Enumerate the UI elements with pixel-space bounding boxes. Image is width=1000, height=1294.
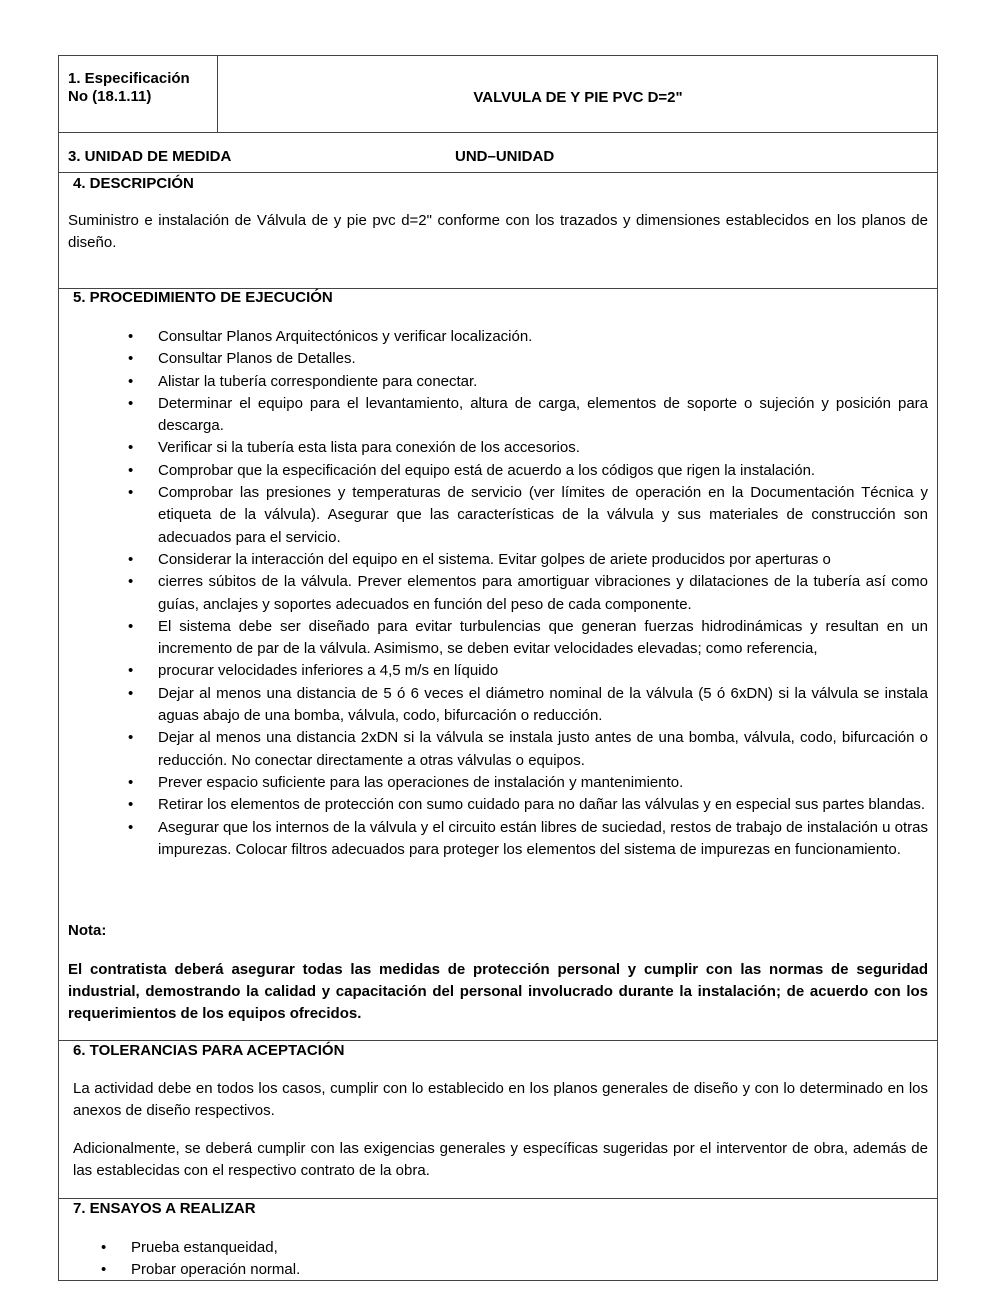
list-item: • Considerar la interacción del equipo en el sistema. Evitar golpes de ariete producidos por aperturas o (128, 550, 831, 568)
list-item: • Comprobar que la especificación del equipo está de acuerdo a los códigos que rigen la instalación. (128, 461, 816, 479)
spec-title: VALVULA DE Y PIE PVC D=2" (473, 89, 683, 106)
spec-number-label-line2: No (18.1.11) (68, 88, 152, 105)
list-item: • Determinar el equipo para el levantamiento, altura de carga, elementos de soporte o sujeción y posición para descarga. (128, 394, 928, 435)
spec-number-label-line1: 1. Especificación (68, 70, 190, 87)
procedure-heading: 5. PROCEDIMIENTO DE EJECUCIÓN (73, 289, 333, 306)
description-heading: 4. DESCRIPCIÓN (73, 175, 194, 192)
tests-heading: 7. ENSAYOS A REALIZAR (73, 1200, 256, 1217)
note-text: El contratista deberá asegurar todas las medidas de protección personal y cumplir con las normas de seguridad industrial, demostrando la calidad y capacitación del personal involucrado durante la instalación; de acuerdo con los requerimientos de los equipos ofrecidos. (68, 961, 928, 1022)
list-item: • procurar velocidades inferiores a 4,5 m/s en líquido (128, 662, 499, 680)
list-item: • Alistar la tubería correspondiente para conectar. (128, 372, 478, 390)
list-item: • Consultar Planos de Detalles. (128, 350, 356, 368)
list-item: • Prueba estanqueidad, (101, 1239, 278, 1256)
tolerances-paragraph-2: Adicionalmente, se deberá cumplir con las exigencias generales y específicas sugeridas por el interventor de obra, además de las establecidas con el respectivo contrato de la obra. (73, 1140, 928, 1179)
tests-list (101, 1237, 731, 1281)
header-bottom-line (58, 132, 938, 133)
list-item: • Comprobar las presiones y temperaturas de servicio (ver límites de operación en la Documentación Técnica y etiqueta de la válvula). Asegurar que las características de la válvula y sus materiales de construcción son adecuados para el servicio. (128, 484, 928, 546)
list-item: • Consultar Planos Arquitectónicos y verificar localización. (128, 328, 533, 345)
unit-value: UND–UNIDAD (455, 148, 555, 165)
note-label: Nota: (68, 922, 107, 939)
list-item: • Dejar al menos una distancia 2xDN si la válvula se instala justo antes de una bomba, válvula, codo, bifurcación o reducción. No conectar directamente a otras válvulas o equipos. (128, 729, 928, 769)
description-text: Suministro e instalación de Válvula de y pie pvc d=2" conforme con los trazados y dimensiones establecidos en los planos de diseño. (68, 212, 928, 251)
list-item: • Asegurar que los internos de la válvula y el circuito están libres de suciedad, restos de trabajo de instalación u otras impurezas. Colocar filtros adecuados para proteger los elementos del sistema de impurezas en funcionamiento. (128, 818, 928, 858)
list-item: • cierres súbitos de la válvula. Prever elementos para amortiguar vibraciones y dilataciones de la tubería así como guías, anclajes y soportes adecuados en función del peso de cada componente. (128, 573, 928, 613)
list-item: • Probar operación normal. (101, 1261, 301, 1278)
list-item: • Retirar los elementos de protección con sumo cuidado para no dañar las válvulas y en especial sus partes blandas. (128, 796, 926, 814)
unit-label: 3. UNIDAD DE MEDIDA (68, 148, 232, 165)
procedure-list (128, 326, 928, 861)
list-item: • El sistema debe ser diseñado para evitar turbulencias que generan fuerzas hidrodinámicas y resultan en un incremento de par de la válvula. Asimismo, se deben evitar velocidades elevadas; como referencia, (128, 617, 928, 658)
list-item: • Verificar si la tubería esta lista para conexión de los accesorios. (128, 439, 580, 457)
list-item: • Prever espacio suficiente para las operaciones de instalación y mantenimiento. (128, 773, 684, 791)
list-item: • Dejar al menos una distancia de 5 ó 6 veces el diámetro nominal de la válvula (5 ó 6xDN) si la válvula se instala aguas abajo de una bomba, válvula, codo, bifurcación o reducción. (128, 684, 928, 725)
tolerances-heading: 6. TOLERANCIAS PARA ACEPTACIÓN (73, 1042, 345, 1059)
tolerances-paragraph-1: La actividad debe en todos los casos, cumplir con lo establecido en los planos generales de diseño y con lo determinado en los anexos de diseño respectivos. (73, 1080, 928, 1119)
